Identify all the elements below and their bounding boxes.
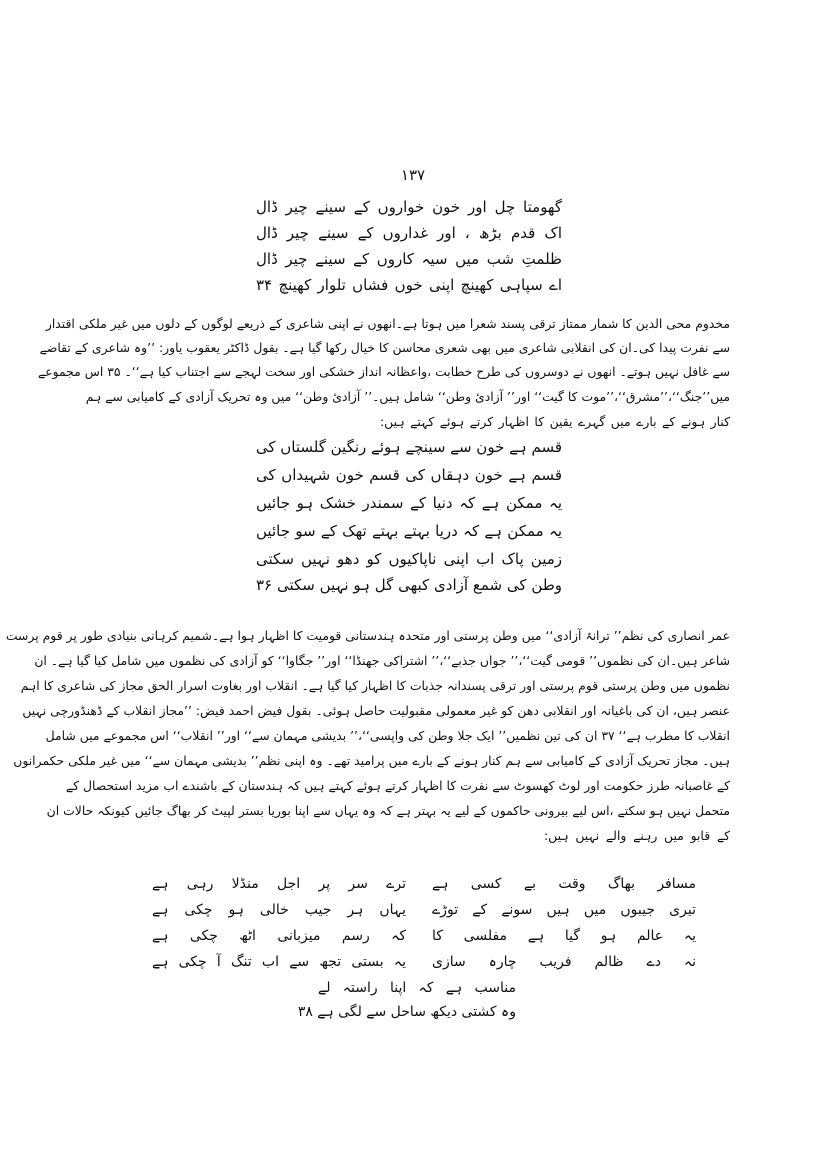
poem-3-final-line: مناسب ہے کہ اپنا راستہ لے <box>318 980 516 996</box>
poem-1-line: اک قدم بڑھ ، اور غداروں کے سینے چیر ڈال <box>256 224 562 242</box>
paragraph-1-line: سے نفرت پیدا کی۔ان کی انقلابی شاعری میں بھی شعری محاسن کا خیال رکھا گیا ہے۔ بقول ڈاکٹر یعقوب یاور: ’’وہ شاعری کے تقاضے <box>39 340 730 355</box>
paragraph-2-line: کے قابو میں رہنے والے نہیں ہیں: <box>544 828 730 843</box>
poem-3-left-hemistich: کہ رسم میزبانی اٹھ چکی ہے <box>152 928 406 944</box>
poem-1-line: اے سپاہی کھینچ اپنی خوں فشاں تلوار کھینچ ۳۴ <box>256 276 562 294</box>
paragraph-2-line: انقلاب کا مطرب ہے‘‘ ۳۷ ان کی تین نظمیں’’ ایک جلا وطن کی واپسی‘‘،’’ بدیشی مہمان سے‘‘ اور’’ انقلاب‘‘ اس مجموعے میں شامل <box>45 728 730 743</box>
poem-3-left-hemistich: یہاں ہر جیب خالی ہو چکی ہے <box>152 902 406 918</box>
poem-2-line: قسم ہے خون سے سینچے ہوئے رنگین گلستاں کی <box>255 438 562 456</box>
paragraph-1-line: کنار ہونے کے بارے میں گہرے یقین کا اظہار کرتے ہوئے کہتے ہیں: <box>380 414 730 429</box>
poem-2-line: زمین پاک اب اپنی ناپاکیوں کو دھو نہیں سکتی <box>256 550 562 568</box>
poem-2-line: قسم ہے خون دہقاں کی قسم خون شہیداں کی <box>256 466 562 484</box>
poem-3-right-hemistich: تیری جیبوں میں ہیں سونے کے توڑے <box>432 902 696 918</box>
poem-3-right-hemistich: نہ دے ظالم فریب چارہ سازی <box>432 954 696 970</box>
paragraph-2-line: کے غاصبانہ طرز حکومت اور لوٹ کھسوٹ سے نفرت کا اظہار کرتے ہوئے کہتے ہیں کہ ہندستان کے باشندے اب مزید استحصال کے <box>65 778 730 793</box>
paragraph-2-line: عمر انصاری کی نظم’’ ترانۂ آزادی‘‘ میں وطن پرستی اور متحدہ ہندستانی قومیت کا اظہار ہوا ہے۔شمیم کرہانی بنیادی طور پر قوم پرست <box>5 628 730 643</box>
paragraph-1-line: سے غافل نہیں ہوتے۔ انھوں نے دوسروں کی طرح خطابت ،واعظانہ انداز خشکی اور سخت لہجے سے اجتناب کیا ہے‘‘۔ ۳۵ اس مجموعے <box>37 364 730 379</box>
poem-1-line: ظلمتِ شب میں سیہ کاروں کے سینے چیر ڈال <box>256 250 562 268</box>
poem-3-left-hemistich: ترے سر پر اجل منڈلا رہی ہے <box>152 876 406 892</box>
poem-2-line: یہ ممکن ہے کہ دریا بہتے بہتے تھک کے سو جائیں <box>256 522 562 540</box>
paragraph-2-line: نظموں میں وطن پرستی قوم پرستی اور ترقی پسندانہ جذبات کا اظہار کیا گیا ہے۔ انقلاب اور بغاوت اسرار الحق مجاز کی شاعری کا اہم <box>20 678 730 693</box>
paragraph-2-line: متحمل نہیں ہو سکتے ،اس لیے بیرونی حاکموں کے لیے یہ بہتر ہے کہ وہ یہاں سے اپنا بوریا بستر لپیٹ کر بھاگ جائیں کیونکہ حالات ان <box>46 803 730 818</box>
poem-3-left-hemistich: یہ بستی تجھ سے اب تنگ آ چکی ہے <box>152 954 406 970</box>
paragraph-1-line: مخدوم محی الدین کا شمار ممتاز ترقی پسند شعرا میں ہوتا ہے۔انھوں نے اپنی شاعری کے ذریعے لوگوں کے دلوں میں غیر ملکی اقتدار <box>45 316 730 331</box>
paragraph-2-line: ہیں۔ مجاز تحریک آزادی کے کامیابی سے ہم کنار ہونے کے بارے میں پرامید تھے۔ وہ اپنی نظم’’ بدیشی مہمان سے‘‘ میں غیر ملکی حکمرانوں <box>13 753 730 768</box>
poem-2-line: وطن کی شمع آزادی کبھی گل ہو نہیں سکتی ۳۶ <box>256 576 562 594</box>
poem-3-right-hemistich: مسافر بھاگ وقت بے کسی ہے <box>432 876 696 892</box>
poem-3-final-line: وہ کشتی دیکھ ساحل سے لگی ہے ۳۸ <box>297 1004 516 1020</box>
paragraph-2-line: عنصر ہیں، ان کی باغیانہ اور انقلابی دھن کو غیر معمولی مقبولیت حاصل ہوئی۔ بقول فیض احمد فیض: ’’مجاز انقلاب کے ڈھنڈورچی نہیں <box>22 703 730 718</box>
paragraph-1-line: میں’’جنگ‘‘،’’مشرق‘‘،’’موت کا گیت‘‘ اور’’ آزادیٔ وطن‘‘ شامل ہیں۔’’ آزادیٔ وطن‘‘ میں وہ تحریک آزادی کے کامیابی سے ہم <box>85 389 730 404</box>
page-number: ۱۳۷ <box>400 166 426 184</box>
poem-3-right-hemistich: یہ عالم ہو گیا ہے مفلسی کا <box>432 928 696 944</box>
paragraph-2-line: شاعر ہیں۔ان کی نظموں’’ قومی گیت‘‘،’’ جواں جذبے‘‘،’’ اشتراکی جھنڈا‘‘ اور’’ جگاوا‘‘ کو آزادی کی نظموں میں شامل کیا گیا ہے۔ ان <box>34 653 730 668</box>
poem-2-line: یہ ممکن ہے کہ دنیا کے سمندر خشک ہو جائیں <box>256 494 562 512</box>
poem-1-line: گھومتا چل اور خون خواروں کے سینے چیر ڈال <box>256 198 562 216</box>
